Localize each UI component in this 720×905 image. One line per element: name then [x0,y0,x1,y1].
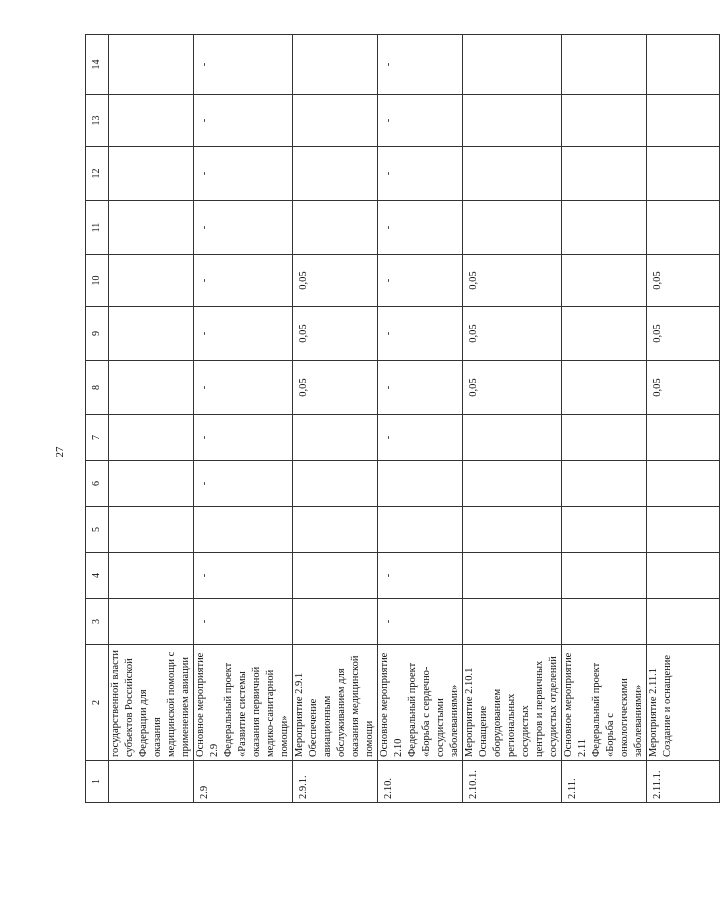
row-description: Мероприятие 2.9.1 Обеспечение авиационным обслуживанием для оказания медицинской помощи [293,645,378,761]
value-cell: - [194,361,293,415]
header-cell: 11 [86,201,109,255]
value-cell [293,95,378,147]
value-cell [109,599,194,645]
value-cell [562,147,647,201]
value-cell [463,147,562,201]
page-number: 27 [54,446,66,458]
value-cell: - [194,147,293,201]
value-cell [562,201,647,255]
table-body [86,35,720,803]
rotated-table-sheet [85,35,673,803]
value-cell [293,461,378,507]
row-description: Основное мероприятие 2.9 Федеральный проект «Развитие системы оказания первичной медико-санитарной помощи» [194,645,293,761]
row-number: 2.9 [194,761,293,803]
value-cell: 0,05 [647,361,720,415]
value-cell [293,507,378,553]
table-row [647,35,720,803]
value-cell [463,553,562,599]
header-cell: 1 [86,761,109,803]
value-cell [463,35,562,95]
table-row [378,35,463,803]
value-cell: 0,05 [647,307,720,361]
value-cell [463,95,562,147]
value-cell: 0,05 [463,361,562,415]
table-rotator [85,35,673,803]
value-cell: - [378,35,463,95]
value-cell [293,147,378,201]
value-cell [562,599,647,645]
value-cell [647,553,720,599]
header-cell: 9 [86,307,109,361]
header-cell: 4 [86,553,109,599]
value-cell [109,255,194,307]
header-cell: 13 [86,95,109,147]
value-cell [463,415,562,461]
value-cell: 0,05 [647,255,720,307]
value-cell [647,95,720,147]
value-cell [109,361,194,415]
table-row [562,35,647,803]
value-cell: - [378,95,463,147]
row-number: 2.11.1. [647,761,720,803]
value-cell [463,201,562,255]
value-cell [109,95,194,147]
value-cell [378,507,463,553]
row-number: 2.11. [562,761,647,803]
table-row [109,35,194,803]
row-number: 2.9.1. [293,761,378,803]
value-cell [562,553,647,599]
value-cell: - [194,307,293,361]
value-cell: - [194,415,293,461]
row-description: Мероприятие 2.10.1 Оснащение оборудованием региональных сосудистых центров и первичных сосудистых отделений [463,645,562,761]
value-cell [109,461,194,507]
value-cell [562,361,647,415]
row-description: Основное мероприятие 2.11 Федеральный проект «Борьба с онкологическими заболеваниями» [562,645,647,761]
header-cell: 12 [86,147,109,201]
value-cell [562,35,647,95]
value-cell: - [194,255,293,307]
value-cell [293,415,378,461]
header-cell: 10 [86,255,109,307]
value-cell [109,35,194,95]
value-cell [293,553,378,599]
header-cell: 5 [86,507,109,553]
value-cell [647,201,720,255]
value-cell [109,147,194,201]
value-cell: 0,05 [463,307,562,361]
row-description: государственной власти субъектов Российской Федерации для оказания медицинской помощи с применением авиации [109,645,194,761]
header-row [86,35,109,803]
row-number: 2.10.1. [463,761,562,803]
value-cell: - [194,553,293,599]
table-row [463,35,562,803]
value-cell [293,35,378,95]
value-cell [463,507,562,553]
value-cell [562,307,647,361]
value-cell [647,415,720,461]
value-cell: 0,05 [293,255,378,307]
header-cell: 6 [86,461,109,507]
table-row [194,35,293,803]
header-cell: 7 [86,415,109,461]
value-cell: - [378,201,463,255]
value-cell [647,35,720,95]
value-cell [562,95,647,147]
row-number: 2.10. [378,761,463,803]
programme-table [85,34,720,803]
value-cell [109,553,194,599]
value-cell: 0,05 [293,307,378,361]
value-cell [647,461,720,507]
value-cell [562,415,647,461]
value-cell [109,307,194,361]
value-cell: - [378,255,463,307]
value-cell: - [378,361,463,415]
row-description: Основное мероприятие 2.10 Федеральный проект «Борьба с сердечно- сосудистыми заболеваниями» [378,645,463,761]
value-cell: - [378,307,463,361]
header-cell: 3 [86,599,109,645]
value-cell [109,507,194,553]
header-cell: 8 [86,361,109,415]
value-cell [647,507,720,553]
value-cell: - [194,461,293,507]
value-cell [562,461,647,507]
value-cell: - [194,201,293,255]
value-cell: - [378,415,463,461]
value-cell [109,415,194,461]
value-cell [463,599,562,645]
value-cell [562,507,647,553]
value-cell: - [194,35,293,95]
table-row [293,35,378,803]
value-cell: - [378,147,463,201]
value-cell: - [194,599,293,645]
value-cell [194,507,293,553]
value-cell: - [378,553,463,599]
header-cell: 2 [86,645,109,761]
header-cell: 14 [86,35,109,95]
row-description: Мероприятие 2.11.1 Создание и оснащение [647,645,720,761]
value-cell: 0,05 [293,361,378,415]
value-cell [562,255,647,307]
value-cell: 0,05 [463,255,562,307]
value-cell [293,201,378,255]
value-cell: - [194,95,293,147]
value-cell [109,201,194,255]
value-cell [378,461,463,507]
value-cell [647,599,720,645]
value-cell [463,461,562,507]
value-cell: - [378,599,463,645]
value-cell [647,147,720,201]
value-cell [293,599,378,645]
row-number [109,761,194,803]
